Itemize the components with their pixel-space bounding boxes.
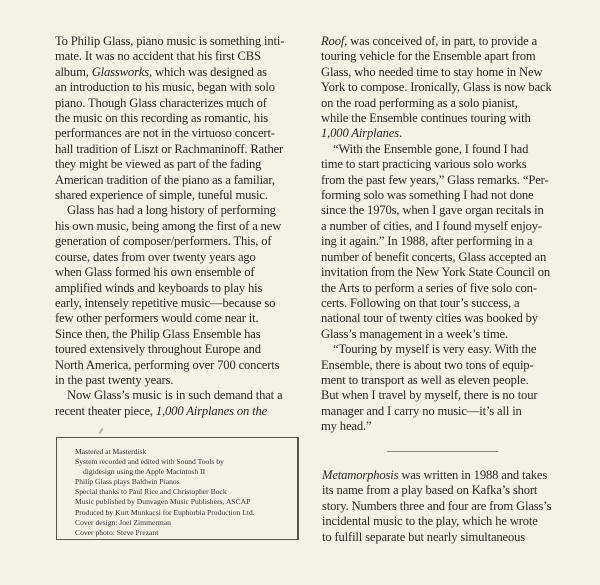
italic-title: 1,000 Airplanes on the — [155, 403, 268, 418]
text-line: course, dates from over twenty years ago — [55, 249, 256, 264]
text-line: since the 1970s, when I gave organ recitals in — [321, 203, 544, 218]
text-line: generation of composer/performers. This, of — [55, 234, 272, 249]
paper-speck — [98, 428, 103, 434]
credit-line: Cover design: Joel Zimmerman — [75, 517, 171, 527]
text-line: amplified winds and keyboards to play his — [55, 280, 263, 295]
italic-title: Metamorphosis — [322, 468, 399, 482]
text-line: To Philip Glass, piano music is something inti- — [55, 34, 285, 48]
text-line: his own music, being among the first of a new — [55, 218, 282, 233]
credit-line: Music published by Dunvagen Music Publishers, ASCAP — [75, 497, 251, 507]
text-line: on the road performing as a solo pianist, — [321, 95, 518, 110]
credit-line: Philip Glass plays Baldwin Pianos — [75, 477, 180, 487]
text-line: 1,000 Airplanes. — [321, 126, 402, 141]
text-line: Glass’s management in a week’s time. — [321, 326, 508, 341]
text-line: in the past twenty years. — [55, 372, 174, 387]
italic-title: 1,000 Airplanes — [321, 126, 399, 141]
text-line: “Touring by myself is very easy. With the — [333, 342, 537, 357]
italic-title: Roof, — [321, 34, 348, 48]
text-line: But when I travel by myself, there is no tour — [321, 388, 538, 403]
text-line: performances are not in the virtuoso concert- — [55, 126, 275, 141]
italic-title: Glassworks, — [91, 64, 153, 79]
text-line: my head.” — [321, 419, 372, 434]
text-line: recent theater piece, 1,000 Airplanes on the — [55, 403, 268, 418]
text-line: hall tradition of Liszt or Rachmaninoff. Rather — [55, 141, 284, 156]
credit-line: digidesign using the Apple Macintosh II — [83, 467, 206, 477]
credit-line: Produced by Kurt Munkacsi for Euphorbia Production Ltd. — [75, 507, 255, 517]
text-line: Ensemble, there is about two tons of equip- — [321, 357, 534, 372]
text-line: early, intensely repetitive music—because so — [55, 295, 276, 310]
text-line: number of benefit concerts, Glass accepted an — [321, 249, 547, 264]
text-line: touring vehicle for the Ensemble apart from — [321, 49, 536, 64]
text-line: invitation from the New York State Council on — [321, 265, 551, 280]
text-line: national tour of twenty cities was booked by — [321, 311, 538, 326]
text-line: while the Ensemble continues touring with — [321, 111, 531, 126]
text-line: to fulfill separate but nearly simultaneous — [322, 529, 526, 544]
text-line: the music on this recording as romantic, his — [55, 111, 269, 126]
text-line: Since then, the Philip Glass Ensemble has — [55, 326, 261, 341]
left-column — [55, 34, 302, 419]
text-line: piano. Though Glass characterizes much of — [55, 95, 267, 110]
section-divider — [387, 451, 498, 452]
text-line: the Arts to perform a series of five solo con- — [321, 280, 537, 295]
text-line: forming solo was something I had not done — [321, 188, 534, 203]
text-line: ment to transport as well as eleven people. — [321, 372, 529, 387]
text-line: “With the Ensemble gone, I found I had — [333, 141, 529, 156]
text-line: when Glass formed his own ensemble of — [55, 265, 255, 280]
credit-line: Cover photo: Steve Prezant — [75, 527, 159, 537]
text-line: incidental music to the play, which he wrote — [322, 514, 538, 529]
text-line: North America, performing over 700 concerts — [55, 357, 280, 372]
credit-line: System recorded and edited with Sound Tools by — [75, 457, 224, 467]
credits-box — [56, 437, 299, 540]
text-line: an introduction to his music, began with solo — [55, 80, 275, 95]
text-line: certs. Following on that tour’s success, a — [321, 295, 520, 310]
text-line: Glass has had a long history of performing — [67, 203, 276, 218]
text-line: manager and I carry no music—it’s all in — [321, 403, 522, 418]
text-line: toured extensively throughout Europe and — [55, 342, 261, 357]
right-column-metamorphosis — [322, 468, 572, 545]
text-line: shared experience of simple, tuneful music. — [55, 188, 268, 203]
text-line: Roof, was conceived of, in part, to provide a — [321, 34, 538, 48]
right-column — [321, 34, 566, 435]
text-line: American tradition of the piano as a familiar, — [55, 172, 275, 187]
credit-line: Mastered at Masterdisk — [75, 447, 147, 456]
text-line: from the past few years,” Glass remarks. “Per- — [321, 172, 549, 187]
text-line: York to compose. Ironically, Glass is now back — [321, 80, 552, 95]
text-line: mate. It was no accident that his first CBS — [55, 49, 261, 64]
text-line: ing it again.” In 1988, after performing in a — [321, 234, 533, 249]
text-line: story. Numbers three and four are from Glass’s — [322, 498, 552, 513]
text-line: album, Glassworks, which was designed as — [55, 64, 267, 79]
credit-line: Special thanks to Paul Rice and Christopher Bock — [75, 487, 227, 497]
text-line: its name from a play based on Kafka’s short — [322, 483, 538, 498]
text-line: few other performers would come near it. — [55, 311, 259, 326]
text-line: Glass, who needed time to stay home in New — [321, 64, 543, 79]
text-line: time to start practicing various solo works — [321, 157, 527, 172]
text-line: a number of cities, and I found myself enjoy- — [321, 218, 542, 233]
text-line: Now Glass’s music is in such demand that a — [67, 388, 283, 403]
text-line: they might be viewed as part of the fading — [55, 157, 262, 172]
text-line: Metamorphosis was written in 1988 and takes — [322, 468, 548, 482]
